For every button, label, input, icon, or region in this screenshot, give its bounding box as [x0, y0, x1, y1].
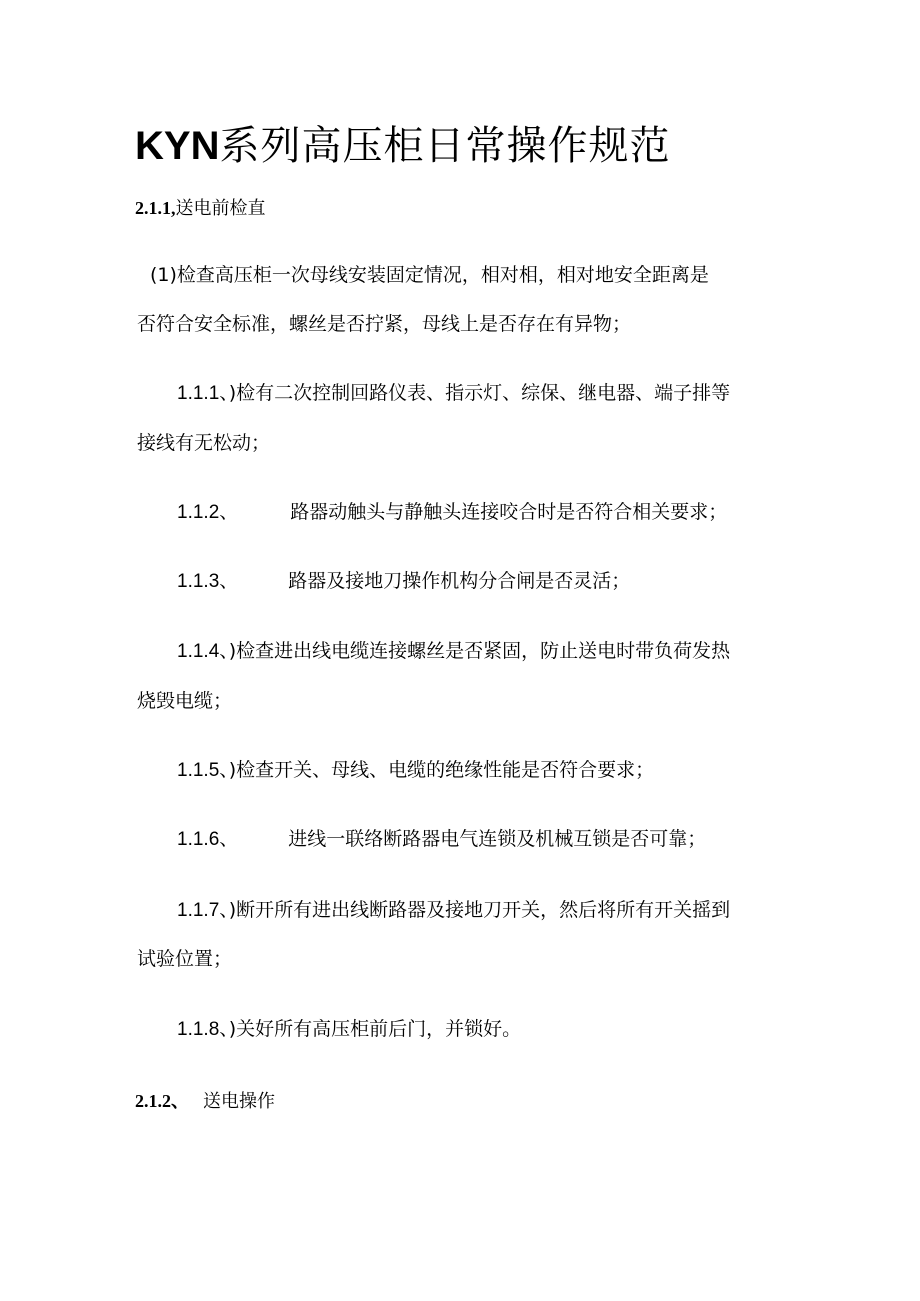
item-label: 1.1.6、	[177, 829, 239, 850]
item-1-1-3	[177, 568, 630, 595]
item-label: 1.1.8、	[177, 1019, 229, 1040]
item-text: )检查进出线电缆连接螺丝是否紧固，防止送电时带负荷发热	[228, 640, 731, 662]
section-heading-2-1-2	[135, 1088, 275, 1115]
item-label: 1.1.3、	[177, 571, 239, 592]
item-1-1-4-line-2: 烧毁电缆；	[137, 690, 233, 712]
item-text: )断开所有进出线断路器及接地刀开关，然后将所有开关摇到	[228, 899, 731, 921]
item-text: )检有二次控制回路仪表、指示灯、综保、继电器、端子排等	[228, 382, 731, 404]
item-1-1-2	[177, 499, 727, 526]
paragraph-1-line-1: (1)检查高压柜一次母线安装固定情况，相对相，相对地安全距离是	[150, 264, 709, 286]
item-label: 1.1.2、	[177, 502, 239, 523]
item-label: 1.1.1、	[177, 383, 229, 404]
section-text: 送电操作	[203, 1091, 275, 1112]
item-text: 路器及接地刀操作机构分合闸是否灵活；	[288, 570, 631, 592]
section-text: 送电前检直	[175, 198, 266, 219]
item-1-1-8	[177, 1016, 521, 1043]
item-text: 进线一联络断路器电气连锁及机械互锁是否可靠；	[288, 828, 707, 850]
paragraph-1-line-2: 否符合安全标准，螺丝是否拧紧，母线上是否存在有异物；	[137, 313, 632, 335]
section-heading-2-1-1	[135, 195, 266, 222]
item-1-1-6	[177, 826, 706, 853]
item-label: 1.1.4、	[177, 641, 229, 662]
item-1-1-1-line-2: 接线有无松动；	[137, 432, 271, 454]
item-text: )检查开关、母线、电缆的绝缘性能是否符合要求；	[228, 759, 655, 781]
section-number: 2.1.2、	[135, 1091, 189, 1111]
item-text: 路器动触头与静触头连接咬合时是否符合相关要求；	[290, 501, 728, 523]
item-1-1-7	[177, 897, 730, 924]
item-1-1-4	[177, 638, 730, 665]
item-text: )关好所有高压柜前后门，并锁好。	[228, 1018, 522, 1040]
item-1-1-7-line-2: 试验位置；	[137, 948, 233, 970]
item-1-1-5	[177, 757, 654, 784]
item-label: 1.1.5、	[177, 760, 229, 781]
page-title	[135, 120, 670, 172]
item-1-1-1	[177, 380, 730, 407]
item-label: 1.1.7、	[177, 900, 229, 921]
title-chinese: 系列高压柜日常操作规范	[219, 123, 671, 169]
section-number: 2.1.1,	[135, 198, 176, 218]
title-latin: KYN	[135, 124, 220, 168]
